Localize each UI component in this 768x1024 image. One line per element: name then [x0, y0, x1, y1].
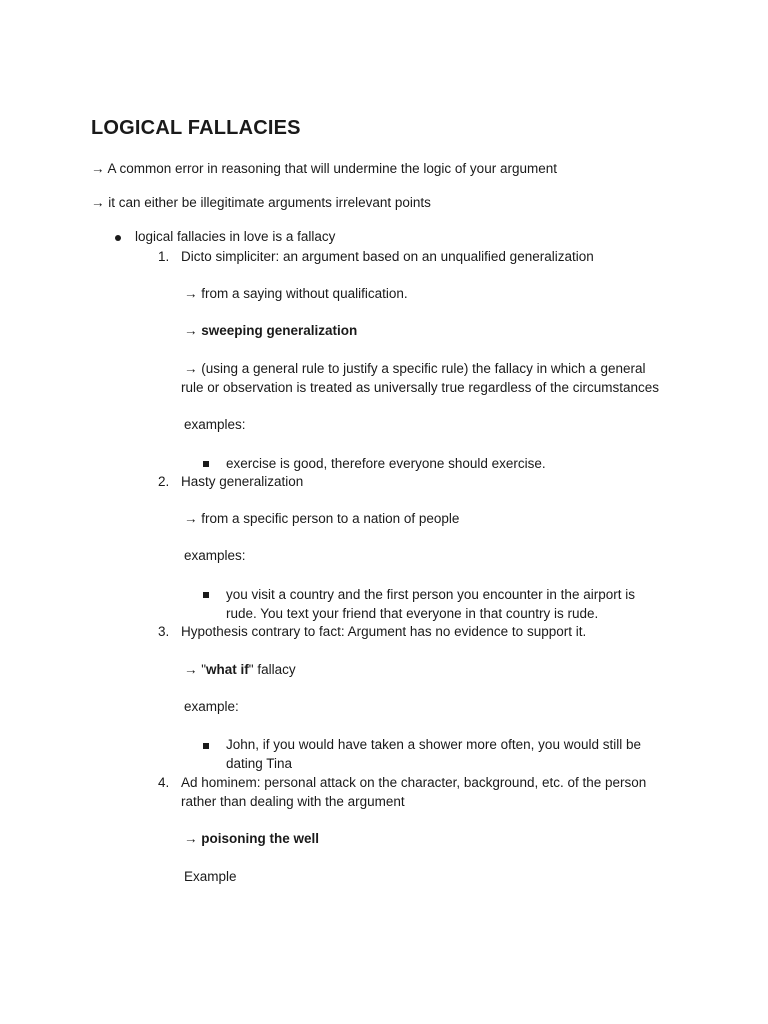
item-heading: Hypothesis contrary to fact: Argument has no evidence to support it.: [181, 624, 587, 639]
example-text-continued: rude. You text your friend that everyone in that country is rude.: [226, 606, 599, 621]
item-note: → (using a general rule to justify a specific rule) the fallacy in which a general: [184, 361, 646, 376]
arrow-prefix: →: [184, 323, 202, 338]
item-note-bold: → poisoning the well: [184, 831, 319, 846]
examples-label: Example: [184, 869, 237, 884]
item-heading: Dicto simpliciter: an argument based on an unqualified generalization: [181, 249, 594, 264]
list-number: 2.: [158, 474, 170, 489]
examples-label: examples:: [184, 417, 246, 432]
list-number: 1.: [158, 249, 170, 264]
intro-line-2: → it can either be illegitimate arguments irrelevant points: [91, 195, 431, 210]
arrow-suffix: " fallacy: [248, 662, 296, 677]
arrow-prefix: → ": [184, 662, 207, 677]
bullet-dot-icon: [115, 235, 121, 241]
examples-label: examples:: [184, 548, 246, 563]
bold-term: sweeping generalization: [201, 323, 358, 338]
page-title: LOGICAL FALLACIES: [91, 117, 301, 139]
example-text: exercise is good, therefore everyone should exercise.: [226, 456, 546, 471]
square-bullet-icon: [203, 743, 209, 749]
bullet-text: logical fallacies in love is a fallacy: [135, 229, 336, 244]
item-note-bold: [184, 322, 357, 340]
list-number: 4.: [158, 775, 170, 790]
example-text: John, if you would have taken a shower more often, you would still be: [226, 737, 641, 752]
example-text: you visit a country and the first person you encounter in the airport is: [226, 587, 635, 602]
intro-line-1: → A common error in reasoning that will undermine the logic of your argument: [91, 161, 557, 176]
item-note-bold: [184, 661, 296, 679]
examples-label: example:: [184, 699, 239, 714]
bold-term: what if: [206, 662, 249, 677]
item-note-continued: rule or observation is treated as universally true regardless of the circumstances: [181, 380, 659, 395]
item-heading: Ad hominem: personal attack on the character, background, etc. of the person: [181, 775, 647, 790]
square-bullet-icon: [203, 461, 209, 467]
square-bullet-icon: [203, 592, 209, 598]
item-heading: Hasty generalization: [181, 474, 304, 489]
item-note: → from a saying without qualification.: [184, 286, 408, 301]
example-text-continued: dating Tina: [226, 756, 293, 771]
list-number: 3.: [158, 624, 170, 639]
item-heading-continued: rather than dealing with the argument: [181, 794, 405, 809]
item-note: → from a specific person to a nation of people: [184, 511, 460, 526]
